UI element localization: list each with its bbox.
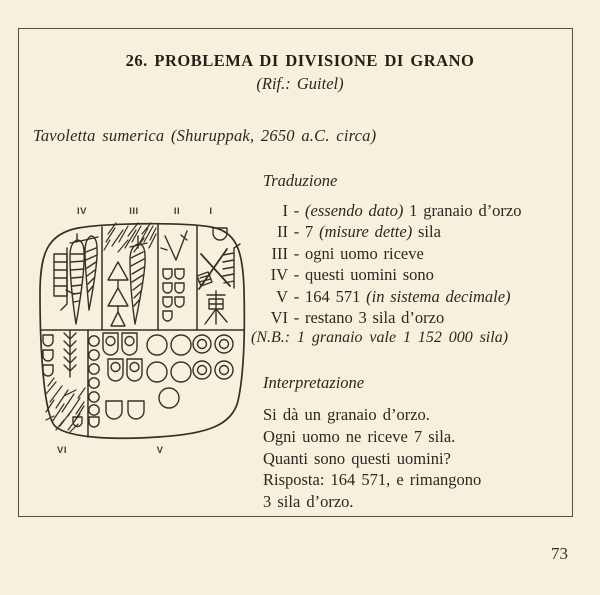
interpretazione-text — [263, 404, 573, 513]
item-numeral: V — [276, 286, 288, 306]
tablet-dividers — [41, 224, 243, 437]
item-numeral: VI — [270, 308, 288, 328]
item-text-segment: (misure dette) — [319, 222, 413, 242]
traduzione-item — [252, 221, 582, 242]
item-separator: - — [288, 286, 306, 306]
item-separator: - — [288, 308, 306, 328]
problem-title: 26. PROBLEMA DI DIVISIONE DI GRANO — [125, 51, 475, 70]
item-text-segment: restano 3 sila d’orzo — [305, 308, 445, 328]
tablet-case-v-signs — [89, 333, 233, 427]
tablet-case-iv-signs — [54, 234, 98, 324]
item-separator: - — [288, 222, 306, 242]
item-text-segment: 164 571 — [305, 286, 367, 306]
page-number: 73 — [551, 544, 568, 563]
label-case-iv: IV — [77, 206, 87, 217]
tablet-case-iii-signs — [104, 223, 156, 326]
item-text-segment: sila — [412, 222, 441, 242]
problem-reference: (Rif.: Guitel) — [256, 74, 344, 93]
tablet-case-i-signs — [197, 228, 240, 324]
item-numeral: I — [282, 201, 288, 220]
item-numeral: III — [271, 243, 288, 263]
label-case-ii: II — [173, 206, 181, 217]
interpretazione-heading: Interpretazione — [263, 373, 365, 392]
item-text-segment: (essendo dato) — [305, 201, 404, 220]
label-case-iii: III — [129, 206, 139, 217]
traduzione-item — [252, 286, 582, 307]
sumerian-tablet-drawing — [30, 198, 256, 460]
item-numeral: II — [277, 222, 288, 242]
traduzione-item — [252, 264, 582, 285]
item-separator: - — [288, 201, 306, 220]
item-numeral: IV — [270, 265, 288, 285]
tablet-case-vi-signs — [43, 331, 85, 432]
label-case-vi: VI — [57, 445, 67, 456]
item-text-segment: 1 granaio d’orzo — [403, 201, 522, 220]
item-separator: - — [288, 265, 306, 285]
interpretazione-line: Ogni uomo ne riceve 7 sila. — [263, 426, 456, 446]
label-case-i: I — [209, 206, 213, 217]
tablet-description-line: Tavoletta sumerica (Shuruppak, 2650 a.C. circa) — [33, 126, 377, 145]
traduzione-item — [252, 307, 582, 328]
tablet-case-labels-top — [77, 206, 213, 217]
item-text-segment: questi uomini sono — [305, 265, 434, 285]
interpretazione-line: Quanti sono questi uomini? — [263, 448, 451, 468]
item-separator: - — [288, 243, 306, 263]
item-text-segment: ogni uomo riceve — [305, 243, 424, 263]
interpretazione-line: 3 sila d’orzo. — [263, 492, 354, 512]
traduzione-list — [252, 200, 582, 328]
traduzione-item — [252, 243, 582, 264]
label-case-v: V — [156, 445, 164, 456]
item-text-segment: (in sistema decimale) — [366, 286, 511, 306]
tablet-case-ii-signs — [161, 231, 187, 321]
interpretazione-line: Si dà un granaio d’orzo. — [263, 405, 430, 424]
tablet-case-labels-bottom — [57, 445, 164, 456]
item-text-segment: 7 — [305, 222, 320, 242]
traduzione-item — [252, 200, 582, 221]
traduzione-heading: Traduzione — [263, 171, 338, 190]
interpretazione-line: Risposta: 164 571, e rimangono — [263, 470, 482, 490]
granary-note: (N.B.: 1 granaio vale 1 152 000 sila) — [251, 329, 509, 346]
